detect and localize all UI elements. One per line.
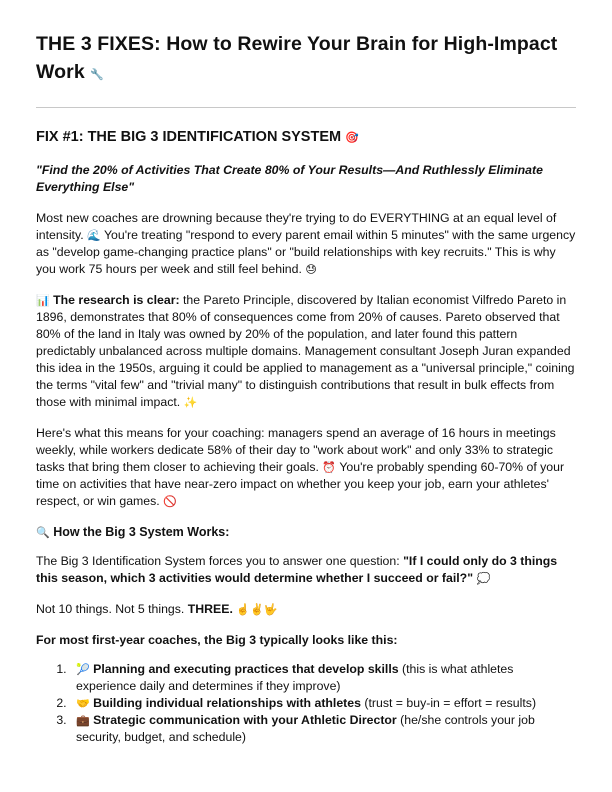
list-item — [70, 712, 576, 746]
three-text: THREE. — [187, 602, 233, 616]
how-heading — [36, 524, 576, 541]
paragraph-overwhelm-part2: You're treating "respond to every parent email within 5 minutes" with the same urgency as "develop game-changing practice plans" or "build relationships with key recruits." This is why you work 75 hours per week and still feel behind. — [36, 228, 576, 276]
target-icon: 🎯 — [345, 131, 359, 144]
divider — [36, 107, 576, 108]
alarm-clock-icon: ⏰ — [322, 461, 337, 474]
list-item-bold: Building individual relationships with athletes — [93, 696, 361, 710]
prohibited-icon: 🚫 — [163, 495, 177, 508]
research-lead: The research is clear: — [53, 293, 180, 307]
paragraph-meaning-part2: You're probably spending 60-70% of your time on activities that have near-zero impact on whether you keep your job, earn your athletes' respect, or win games. — [36, 460, 565, 508]
paragraph-question — [36, 553, 576, 587]
question-text: "If I could only do 3 things this season, which 3 activities would determine whether I succeed or fail?" — [36, 554, 558, 585]
thought-bubble-icon: 💭 — [476, 572, 491, 585]
wave-icon: 🌊 — [87, 229, 101, 242]
list-item-detail: (this is what athletes experience daily and determines if they improve) — [76, 662, 514, 693]
briefcase-icon: 💼 — [76, 714, 90, 727]
how-heading-text: How the Big 3 System Works: — [53, 525, 230, 539]
bar-chart-icon: 📊 — [36, 294, 50, 307]
research-text: the Pareto Principle, discovered by Italian economist Vilfredo Pareto in 1896, demonstrates that 80% of consequences come from 20% of causes. Pareto observed that 80% of the land in Italy was owned by 20% of the population, and later found this pattern predictably unbalanced across multiple domains. Management consultant Joseph Juran expanded this idea in the 1950s, arguing it could be applied to management as a "universal principle," coining the terms "vital few" and "trivial many" to distinguish contributions that result in bulk effects from those with minimal impact. — [36, 293, 575, 409]
sweat-face-icon: 😓 — [305, 263, 317, 276]
list-item-detail: (he/she controls your job security, budget, and schedule) — [76, 713, 535, 744]
document-title — [36, 30, 576, 89]
list-item-bold: Planning and executing practices that develop skills — [93, 662, 399, 676]
magnifier-icon: 🔍 — [36, 526, 50, 539]
ball-icon: 🎾 — [76, 663, 90, 676]
list-item-detail: (trust = buy-in = effort = results) — [364, 696, 537, 710]
fix-heading-text: FIX #1: THE BIG 3 IDENTIFICATION SYSTEM — [36, 129, 342, 145]
paragraph-meaning-part1: Here's what this means for your coaching: managers spend an average of 16 hours in meetings weekly, while workers dedicate 58% of their day to "work about work" and only 33% to strategic tasks that bring them closer to achieving their goals. — [36, 426, 556, 474]
paragraph-research — [36, 292, 576, 411]
list-item — [70, 661, 576, 695]
question-intro: The Big 3 Identification System forces you to answer one question: — [36, 554, 400, 568]
wrench-icon: 🔧 — [90, 68, 105, 81]
paragraph-meaning — [36, 425, 576, 510]
sparkles-icon: ✨ — [183, 396, 198, 409]
fix-tagline: "Find the 20% of Activities That Create 80% of Your Results—And Ruthlessly Eliminate Everything Else" — [36, 163, 543, 194]
paragraph-overwhelm — [36, 210, 576, 278]
paragraph-overwhelm-part1: Most new coaches are drowning because they're trying to do EVERYTHING at an equal level of intensity. — [36, 211, 557, 242]
list-intro: For most first-year coaches, the Big 3 typically looks like this: — [36, 633, 398, 647]
list-item-bold: Strategic communication with your Athletic Director — [93, 713, 397, 727]
handshake-icon: 🤝 — [76, 697, 90, 710]
not-ten-text: Not 10 things. Not 5 things. — [36, 602, 185, 616]
big3-list — [36, 661, 576, 746]
hand-gestures-icon: ☝️✌️🤟 — [236, 603, 278, 616]
fix-heading — [36, 127, 576, 148]
paragraph-three — [36, 601, 576, 618]
title-text: THE 3 FIXES: How to Rewire Your Brain for High-Impact Work — [36, 33, 558, 83]
list-item — [70, 695, 576, 712]
